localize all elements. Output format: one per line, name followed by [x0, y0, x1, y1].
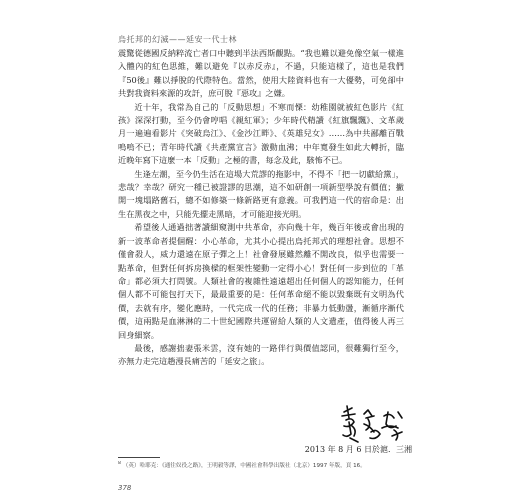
handwritten-signature: [338, 404, 410, 446]
signature-date: 2013 年 8 月 6 日於滬．三湘: [304, 445, 412, 454]
paragraph: 最後，感謝拙妻張米雲，沒有她的一路伴行與價值認同，很難獨行至今，亦無力走完這趟漫長痛苦的「延安之旅」。: [118, 342, 404, 367]
body-text: [118, 47, 404, 369]
page-number: 378: [118, 484, 132, 492]
footnote: [118, 461, 414, 469]
paragraph: 近十年，我常為自己的「反動思想」不寒而慄：幼稚園就被紅色影片《紅孩》深深打動，至今仍會哼唱《親紅軍》；少年時代精讀《紅旗飄飄》、文革歲月一遍遍看影片《突破烏江》、《金沙江畔》、《英雄兒女》……為中共鄙離百戰嗚嗚不已；青年時代讀《共產黨宣言》激動血沸；中年寬發生如此大轉折，臨近晚年寫下這麼一本「反動」之極的書，每念及此，駭怖不已。: [118, 101, 404, 166]
footnote-rule: [118, 457, 160, 458]
paragraph: 震驚從德國反納粹流亡者口中聽到半法西斯觀點。“我也難以避免像空氣一樣進入體內的紅色思維，難以避免『以赤反赤』，不過，只能這樣了，這也是我們『50後』難以掙脫的代際特色。當然，使用大陸資料也有一大優勢，可免卻中共對我資料來源的攻訐，庶可脫『惡攻』之嫌。: [118, 48, 404, 99]
paragraph: 生逢左潮，至今仍生活在這場大荒謬的拖影中，不得不「把一切獻給黨」，悲哉？幸哉？研究一種已被證謬的思潮，這不如研創一項新型學說有價值；撇開一塊塌路舊石，總不如修築一條新路更有意義。可我們這一代的宿命是：出生在黑夜之中，只能先擺走黑暗，才可能迎接光明。: [118, 168, 404, 219]
running-head: 烏托邦的幻滅——延安一代士林: [118, 35, 237, 44]
footnote-text: （英）哈耶克：《通往奴役之路》，王明毅等譯，中國社會科學出版社（北京）1997 年版，頁 16。: [122, 463, 366, 469]
footnote-marker: 8: [118, 461, 121, 467]
paragraph: 希望後人通過拙著讀細窺測中共革命，亦向幾十年，幾百年後或會出現的新一波革命者提個醒：小心革命，尤其小心提出烏托邦式的理想社會。思想不僅會殺人，威力還遠在原子彈之上！社會發展雖然離不開改良，似乎也需要一點革命，但對任何拆房換樑的框架性變動一定得小心！對任何一步到位的「革命」都必須大打問號。人類社會的複雜性遠遠超出任何個人的認知能力，任何個人都不可能包打天下，最最重要的是：任何革命絕不能以毀棄既有文明為代價，去就有序，變化應時，一代完成一代的任務；非暴力低動盪，漸循序漸代價，這兩點是血淋淋的二十世紀國際共運留給人類的人文遺產，值得後人再三回身細察。: [118, 222, 404, 340]
